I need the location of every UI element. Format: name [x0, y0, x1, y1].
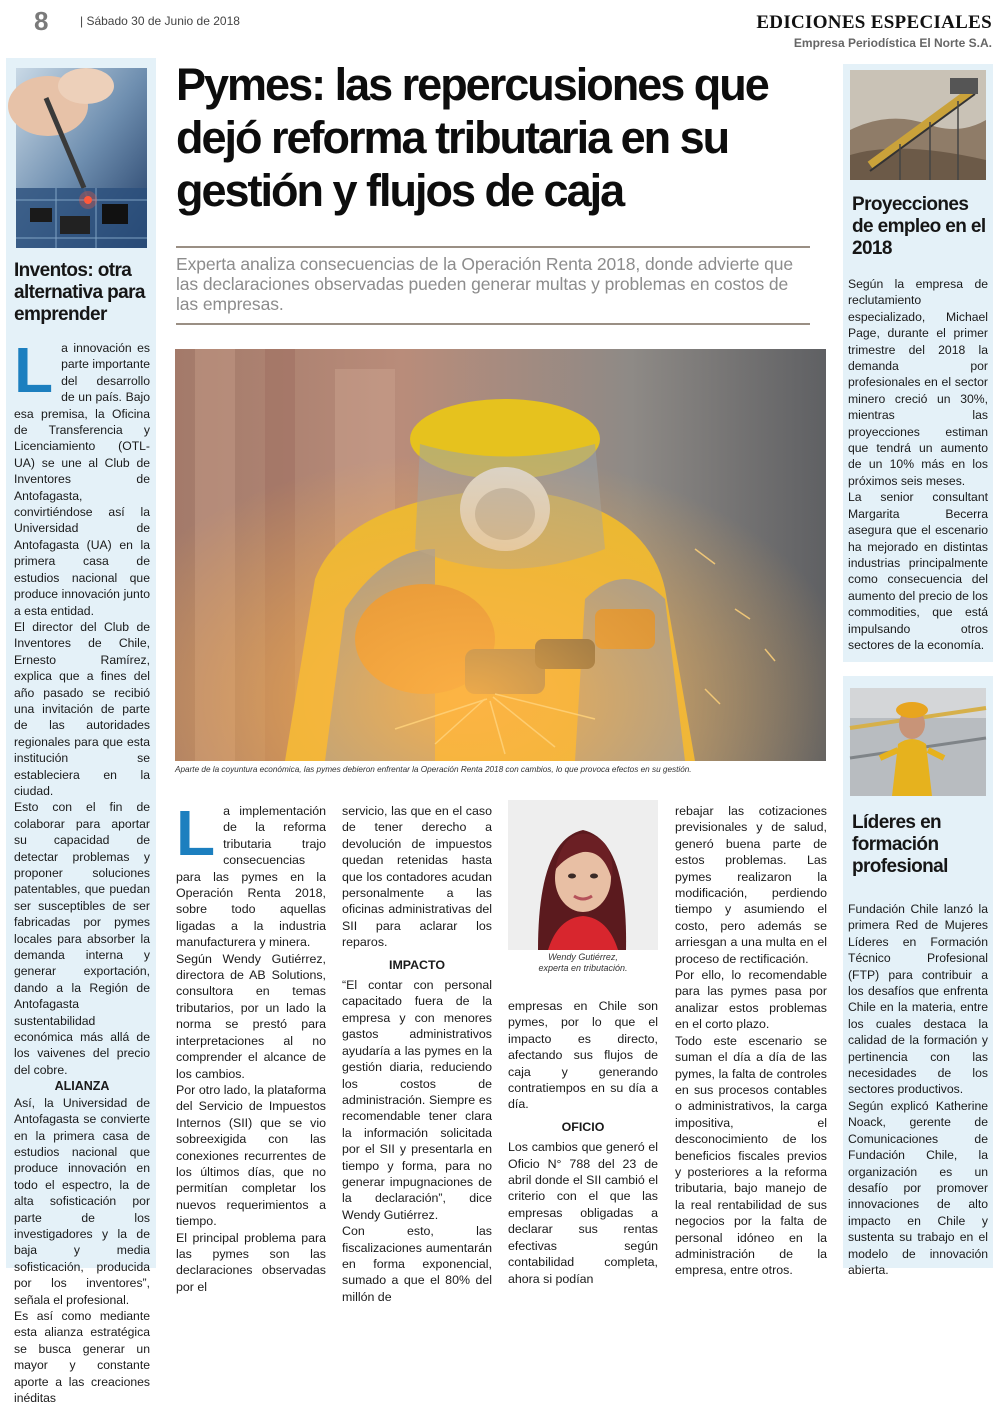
portrait-caption-role: experta en tributación. — [538, 963, 628, 973]
circuit-board-photo — [16, 68, 147, 248]
paragraph: “El contar con personal capacitado fuera de la empresa y con menores gastos administrativos ayudaría a las pymes en la gestión diaria, reduciendo los costos de administración. Siempre es recomendable tener clara la información solicitada por el SII y presentarla en tiempo y forma, para no generar impugnaciones de la declaración”, dice Wendy Gutiérrez. — [342, 978, 492, 1222]
right-sidebar-bottom — [843, 676, 993, 1277]
subheading-alianza: ALIANZA — [54, 1079, 110, 1094]
paragraph: Según Wendy Gutiérrez, directora de AB Solutions, consultora en temas tributarios, por un lado la norma se prestó para interpretaciones al no comprender el alcance de los cambios. — [176, 951, 326, 1081]
issue-date: | Sábado 30 de Junio de 2018 — [80, 14, 240, 28]
divider — [176, 246, 810, 248]
right-top-heading: Proyecciones de empleo en el 2018 — [852, 194, 986, 259]
dropcap: L — [14, 334, 54, 406]
paragraph: El director del Club de Inventores de Chile, Ernesto Ramírez, explica que a fines del año pasado se recibió una invitación de parte de las autoridades regionales para que esta institución se estableciera en la ciudad. — [14, 619, 150, 798]
subheading-oficio: OFICIO — [561, 1119, 605, 1134]
left-sidebar-heading: Inventos: otra alternativa para emprender — [14, 260, 145, 325]
paragraph: Así, la Universidad de Antofagasta se convierte en la primera casa de estudios nacional que produce innovación en todo el espectro, la de alta sofisticación por parte de los investigadores y la de baja y media sofisticación, producida por los inventores”, señala el profesional. — [14, 1095, 150, 1307]
welder-grinding-photo — [175, 349, 826, 761]
portrait-caption-name: Wendy Gutiérrez, — [548, 952, 618, 962]
article-column-4 — [675, 803, 827, 1279]
paragraph: servicio, las que en el caso de tener derecho a devolución de impuestos quedan retenidas hasta que los contadores acudan personalmente a las oficinas administrativas del SII para aclarar los reparos. — [342, 804, 492, 950]
article-deck: Experta analiza consecuencias de la Operación Renta 2018, donde advierte que las declaraciones observadas pueden generar multas y problemas en costos de las empresas. — [176, 254, 793, 314]
paragraph: La senior consultant Margarita Becerra asegura que el escenario ha mejorado en distintas industrias principalmente como consecuencia del aumento del precio de los commodities, que está impulsando otros sectores de la economía. — [848, 490, 988, 652]
paragraph: Con esto, las fiscalizaciones aumentarán en forma exponencial, sumado a que el 80% del millón de — [342, 1224, 492, 1304]
main-headline: Pymes: las repercusiones que dejó reforma tributaria en su gestión y flujos de caja — [176, 59, 768, 216]
subheading-impacto: IMPACTO — [389, 957, 445, 972]
paragraph: a innovación es parte importante del desarrollo de un país. Bajo esa premisa, la Oficina de Transferencia y Licenciamiento (OTL-UA) se une al Club de Inventores de Antofagasta, convirtiéndose así la Universidad de Antofagasta (UA) en la primera casa de estudios nacional que produce innovación junto a esta entidad. — [14, 341, 150, 618]
right-bottom-body — [848, 901, 988, 1278]
paragraph: El principal problema para las pymes son las declaraciones observadas por el — [176, 1230, 326, 1294]
paragraph: Según explicó Katherine Noack, gerente de Comunicaciones de Fundación Chile, la organización es un desafío por promover innovaciones de alto impacto en Chile y sustenta su trabajo en el modelo de innovación abierta. — [848, 1098, 988, 1277]
paragraph: Los cambios que generó el Oficio N° 788 del 23 de abril donde el SII cambió el criterio con el que las empresas obligadas a declarar sus rentas efectivas según contabilidad completa, ahora si podían — [508, 1140, 658, 1286]
portrait-caption — [508, 952, 658, 974]
article-column-1 — [176, 797, 326, 1295]
paragraph: Es así como mediante esta alianza estratégica se busca generar un mayor y constante aporte a las creaciones inéditas — [14, 1308, 150, 1405]
paragraph: Fundación Chile lanzó la primera Red de Mujeres Líderes en Formación Técnico Profesional (FTP) para contribuir a los desafíos que enfrenta Chile en la materia, entre los cuales destaca la calidad de la formación y pertinencia con las necesidades de los sectores productivos. — [848, 902, 988, 1097]
section-name: EDICIONES ESPECIALES — [756, 12, 992, 33]
paragraph: Esto con el fin de colaborar para aportar su capacidad de detectar problemas y proponer soluciones patentables, que puedan ser susceptibles de ser fabricadas por pymes locales para absorber la demanda interna y generar exportación, dando a la Región de Antofagasta sustentabilidad económica más allá de los vaivenes del precio del cobre. — [14, 800, 150, 1077]
article-column-2 — [342, 803, 492, 1305]
divider — [176, 323, 810, 325]
mining-conveyor-photo — [850, 70, 986, 180]
left-sidebar — [6, 58, 156, 1405]
right-sidebar-top — [843, 64, 993, 662]
paragraph: empresas en Chile son pymes, por lo que el impacto es directo, afectando sus flujos de caja y generando contratiempos en su día a día. — [508, 999, 658, 1112]
page-number: 8 — [34, 6, 49, 36]
paragraph: Por otro lado, la plataforma del Servicio de Impuestos Internos (SII) que se vio sobreexigida con las conexiones recurrentes de los últimos días, que no permitían completar los nuevos requerimientos a tiempo. — [176, 1082, 326, 1229]
paragraph: a implementación de la reforma tributaria trajo consecuencias para las pymes en la Operación Renta 2018, sobre todo aquellas ligadas a la industria manufacturera y minera. — [176, 804, 326, 950]
article-column-3 — [508, 998, 658, 1287]
paragraph: Según la empresa de reclutamiento especializado, Michael Page, durante el primer trimestre del 2018 la demanda por profesionales en el sector minero creció un 30%, mientras las proyecciones estiman que tendrá un aumento de un 10% más en los próximos seis meses. — [848, 277, 988, 488]
photo-caption: Aparte de la coyuntura económica, las pymes debieron enfrentar la Operación Renta 2018 con cambios, lo que provoca efectos en su gestión. — [175, 765, 692, 774]
right-top-body — [848, 276, 988, 653]
right-bottom-heading: Líderes en formación profesional — [852, 812, 948, 877]
paragraph: Por ello, lo recomendable para las pymes pasa por analizar estos problemas en el corto plazo. — [675, 968, 827, 1032]
female-worker-photo — [850, 688, 986, 796]
left-sidebar-body — [14, 334, 150, 1406]
paragraph: Todo este escenario se suman el día a día de las pymes, la falta de controles en sus procesos contables o administrativos, la carga impositiva, el desconocimiento de los beneficios fiscales previos y posteriores a la reforma tributaria, bajo manejo de la real rentabilidad de sus negocios por la falta de personal idóneo en la administración de la empresa, entre otros. — [675, 1033, 827, 1278]
wendy-gutierrez-portrait — [508, 800, 658, 950]
paragraph: rebajar las cotizaciones previsionales y de salud, generó buena parte de estos problemas. Las pymes realizaron la modificación, perdiendo tiempo y asumiendo el costo, pero además se arriesgan a una multa en el proceso de rectificación. — [675, 804, 827, 966]
publisher-name: Empresa Periodística El Norte S.A. — [793, 36, 992, 50]
dropcap: L — [176, 797, 216, 869]
